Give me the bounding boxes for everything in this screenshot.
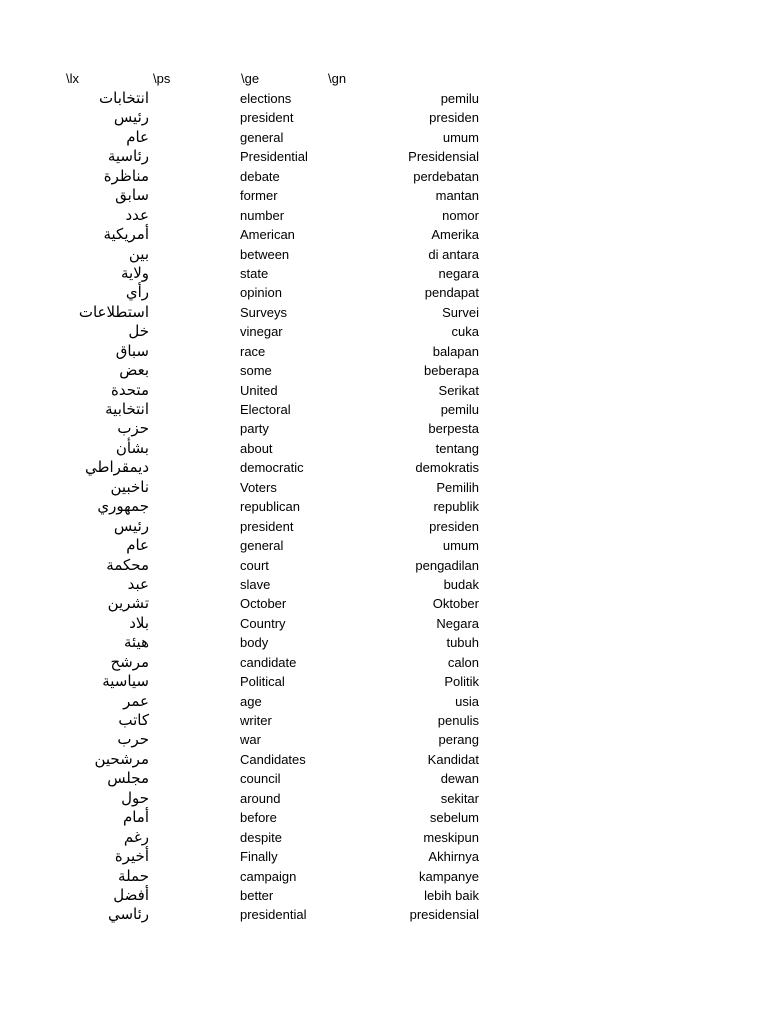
- english-gloss-cell: candidate: [240, 654, 297, 670]
- arabic-word-cell: رئيس: [113, 109, 149, 127]
- english-gloss-cell: age: [240, 693, 262, 709]
- arabic-word-cell: حزب: [117, 420, 149, 438]
- arabic-word-cell: عمر: [123, 692, 149, 710]
- arabic-word-cell: رغم: [123, 828, 149, 846]
- table-row: [0, 245, 768, 264]
- indonesian-gloss-cell: budak: [443, 576, 479, 592]
- table-row: [0, 594, 768, 613]
- arabic-word-cell: متحدة: [111, 381, 149, 399]
- english-gloss-cell: Finally: [240, 849, 278, 865]
- arabic-word-cell: سباق: [115, 342, 149, 360]
- indonesian-gloss-cell: cuka: [451, 324, 479, 340]
- arabic-word-cell: مجلس: [107, 770, 149, 788]
- english-gloss-cell: campaign: [240, 868, 297, 884]
- table-row: [0, 322, 768, 341]
- table-row: [0, 419, 768, 438]
- indonesian-gloss-cell: Serikat: [438, 382, 479, 398]
- english-gloss-cell: slave: [240, 576, 271, 592]
- indonesian-gloss-cell: beberapa: [424, 363, 479, 379]
- indonesian-gloss-cell: kampanye: [419, 868, 479, 884]
- table-row: [0, 361, 768, 380]
- table-row: [0, 672, 768, 691]
- english-gloss-cell: state: [240, 265, 269, 281]
- header-ge: \ge: [241, 71, 260, 86]
- arabic-word-cell: استطلاعات: [78, 303, 149, 321]
- arabic-word-cell: مرشح: [110, 653, 149, 671]
- table-row: [0, 808, 768, 827]
- indonesian-gloss-cell: penulis: [437, 713, 479, 728]
- english-gloss-cell: better: [240, 887, 274, 903]
- arabic-word-cell: محكمة: [106, 556, 149, 574]
- table-row: [0, 89, 768, 108]
- indonesian-gloss-cell: umum: [442, 538, 479, 554]
- arabic-word-cell: رئيس: [113, 517, 149, 535]
- indonesian-gloss-cell: Negara: [436, 615, 479, 631]
- english-gloss-cell: president: [240, 518, 294, 534]
- indonesian-gloss-cell: negara: [438, 265, 479, 281]
- table-row: [0, 750, 768, 769]
- english-gloss-cell: number: [240, 207, 285, 223]
- header-lx: \lx: [66, 71, 79, 86]
- indonesian-gloss-cell: perang: [438, 732, 479, 748]
- table-row: [0, 167, 768, 186]
- table-row: [0, 867, 768, 886]
- word-list: [0, 89, 768, 925]
- indonesian-gloss-cell: republik: [433, 499, 479, 515]
- indonesian-gloss-cell: nomor: [442, 207, 479, 223]
- table-row: [0, 711, 768, 730]
- arabic-word-cell: ناخبين: [110, 478, 149, 496]
- indonesian-gloss-cell: pendapat: [424, 285, 479, 301]
- arabic-word-cell: عام: [126, 128, 149, 146]
- table-row: [0, 633, 768, 652]
- header-ps: \ps: [153, 71, 171, 86]
- english-gloss-cell: Surveys: [240, 304, 287, 320]
- table-row: [0, 264, 768, 283]
- table-row: [0, 536, 768, 555]
- table-row: [0, 439, 768, 458]
- table-row: [0, 517, 768, 536]
- indonesian-gloss-cell: sekitar: [440, 790, 479, 806]
- indonesian-gloss-cell: Pemilih: [436, 479, 479, 495]
- english-gloss-cell: elections: [240, 91, 292, 106]
- english-gloss-cell: before: [240, 810, 277, 826]
- table-row: [0, 458, 768, 477]
- table-row: [0, 283, 768, 302]
- arabic-word-cell: حول: [121, 789, 149, 807]
- arabic-word-cell: أخيرة: [114, 848, 149, 866]
- english-gloss-cell: republican: [240, 499, 300, 515]
- english-gloss-cell: party: [240, 421, 269, 437]
- arabic-word-cell: مناظرة: [103, 167, 149, 185]
- indonesian-gloss-cell: presiden: [429, 518, 479, 534]
- indonesian-gloss-cell: mantan: [435, 188, 479, 204]
- english-gloss-cell: October: [240, 596, 287, 612]
- arabic-word-cell: بلاد: [129, 614, 149, 632]
- indonesian-gloss-cell: Amerika: [431, 227, 479, 243]
- arabic-word-cell: بعض: [119, 362, 149, 380]
- table-row: [0, 575, 768, 594]
- arabic-word-cell: عدد: [125, 206, 149, 224]
- english-gloss-cell: between: [240, 246, 290, 262]
- arabic-word-cell: تشرين: [107, 595, 149, 613]
- english-gloss-cell: some: [240, 363, 272, 379]
- indonesian-gloss-cell: Kandidat: [427, 751, 479, 767]
- arabic-word-cell: خل: [128, 323, 149, 341]
- english-gloss-cell: Country: [240, 615, 286, 631]
- arabic-word-cell: جمهوري: [97, 498, 149, 516]
- english-gloss-cell: Electoral: [240, 402, 291, 417]
- table-row: [0, 789, 768, 808]
- arabic-word-cell: أمريكية: [103, 226, 149, 244]
- arabic-word-cell: بشأن: [115, 439, 149, 457]
- indonesian-gloss-cell: perdebatan: [413, 168, 479, 184]
- header-gn: \gn: [328, 71, 347, 86]
- indonesian-gloss-cell: Akhirnya: [428, 849, 479, 865]
- table-row: [0, 225, 768, 244]
- table-row: [0, 730, 768, 749]
- table-row: [0, 342, 768, 361]
- english-gloss-cell: American: [240, 227, 295, 243]
- indonesian-gloss-cell: calon: [447, 654, 479, 670]
- table-row: [0, 147, 768, 166]
- english-gloss-cell: vinegar: [240, 324, 283, 340]
- arabic-word-cell: حملة: [118, 867, 149, 885]
- english-gloss-cell: race: [240, 343, 266, 359]
- indonesian-gloss-cell: tubuh: [446, 635, 479, 651]
- table-row: [0, 692, 768, 711]
- table-row: [0, 303, 768, 322]
- indonesian-gloss-cell: pengadilan: [415, 557, 479, 573]
- table-row: [0, 828, 768, 847]
- english-gloss-cell: war: [240, 732, 261, 748]
- indonesian-gloss-cell: balapan: [432, 343, 479, 359]
- indonesian-gloss-cell: di antara: [428, 246, 479, 262]
- arabic-word-cell: رئاسية: [107, 148, 149, 166]
- table-row: [0, 186, 768, 205]
- indonesian-gloss-cell: meskipun: [423, 829, 479, 845]
- indonesian-gloss-cell: usia: [455, 693, 479, 709]
- indonesian-gloss-cell: umum: [442, 129, 479, 145]
- indonesian-gloss-cell: dewan: [440, 771, 479, 787]
- english-gloss-cell: democratic: [240, 460, 304, 476]
- arabic-word-cell: أفضل: [113, 886, 149, 904]
- indonesian-gloss-cell: demokratis: [415, 460, 479, 476]
- indonesian-gloss-cell: lebih baik: [424, 887, 479, 903]
- arabic-word-cell: ولاية: [120, 264, 149, 282]
- english-gloss-cell: Presidential: [240, 149, 308, 165]
- indonesian-gloss-cell: pemilu: [440, 402, 479, 417]
- english-gloss-cell: Voters: [240, 479, 277, 495]
- english-gloss-cell: United: [240, 382, 278, 398]
- table-row: [0, 206, 768, 225]
- table-row: [0, 769, 768, 788]
- arabic-word-cell: رئاسي: [107, 906, 149, 924]
- english-gloss-cell: around: [240, 790, 281, 806]
- indonesian-gloss-cell: presiden: [429, 110, 479, 126]
- indonesian-gloss-cell: pemilu: [440, 91, 479, 106]
- english-gloss-cell: Candidates: [240, 751, 306, 767]
- indonesian-gloss-cell: presidensial: [409, 907, 479, 923]
- english-gloss-cell: opinion: [240, 285, 282, 301]
- arabic-word-cell: سابق: [115, 187, 149, 205]
- english-gloss-cell: debate: [240, 168, 280, 184]
- english-gloss-cell: writer: [240, 713, 272, 728]
- english-gloss-cell: presidential: [240, 907, 307, 923]
- arabic-word-cell: بين: [128, 245, 149, 263]
- indonesian-gloss-cell: Oktober: [432, 596, 479, 612]
- arabic-word-cell: رأي: [125, 284, 149, 302]
- arabic-word-cell: انتخابات: [99, 90, 149, 107]
- table-row: [0, 614, 768, 633]
- table-row: [0, 653, 768, 672]
- arabic-word-cell: ديمقراطي: [85, 459, 149, 477]
- indonesian-gloss-cell: tentang: [435, 440, 479, 456]
- english-gloss-cell: about: [240, 440, 273, 456]
- header-row: [0, 70, 768, 88]
- arabic-word-cell: انتخابية: [105, 401, 149, 418]
- english-gloss-cell: body: [240, 635, 269, 651]
- arabic-word-cell: عبد: [127, 575, 149, 593]
- english-gloss-cell: council: [240, 771, 281, 787]
- indonesian-gloss-cell: Survei: [442, 304, 479, 320]
- english-gloss-cell: former: [240, 188, 278, 204]
- table-row: [0, 497, 768, 516]
- english-gloss-cell: despite: [240, 829, 282, 845]
- english-gloss-cell: court: [240, 557, 269, 573]
- indonesian-gloss-cell: sebelum: [429, 810, 479, 826]
- table-row: [0, 886, 768, 905]
- table-row: [0, 556, 768, 575]
- table-row: [0, 128, 768, 147]
- english-gloss-cell: Political: [240, 674, 285, 690]
- table-row: [0, 905, 768, 924]
- english-gloss-cell: general: [240, 129, 284, 145]
- table-row: [0, 108, 768, 127]
- table-row: [0, 400, 768, 419]
- arabic-word-cell: هيئة: [123, 634, 149, 652]
- indonesian-gloss-cell: Politik: [444, 674, 479, 690]
- english-gloss-cell: general: [240, 538, 284, 554]
- arabic-word-cell: حرب: [117, 731, 149, 749]
- arabic-word-cell: مرشحين: [94, 750, 149, 768]
- indonesian-gloss-cell: Presidensial: [408, 149, 479, 165]
- table-row: [0, 478, 768, 497]
- arabic-word-cell: سياسية: [102, 673, 149, 691]
- arabic-word-cell: أمام: [122, 809, 149, 827]
- arabic-word-cell: كاتب: [118, 712, 149, 729]
- table-row: [0, 847, 768, 866]
- table-row: [0, 381, 768, 400]
- indonesian-gloss-cell: berpesta: [428, 421, 479, 437]
- arabic-word-cell: عام: [126, 537, 149, 555]
- english-gloss-cell: president: [240, 110, 294, 126]
